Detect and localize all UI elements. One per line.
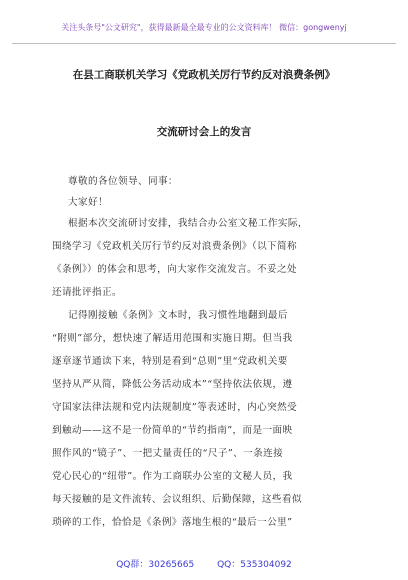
body-line: 到触动——这不是一份简单的“节约指南”，而是一面映 [52,425,293,436]
body-line: 守国家法律法规和党内法规制度”等表述时，内心突然受 [52,402,298,413]
body-line: 党心民心的“纽带”。作为工商联办公室的文秘人员，我 [52,471,293,482]
body-line: “附则”部分，想快速了解适用范围和实施日期。但当我 [52,333,293,344]
body-line: 围绕学习《党政机关厉行节约反对浪费条例》（以下简称 [52,241,298,252]
body-line: 《条例》）的体会和思考，向大家作交流发言。不妥之处 [52,264,298,275]
body-line: 琐碎的工作，恰恰是《条例》落地生根的“最后一公里” [52,517,293,528]
body-line: 记得刚接触《条例》文本时，我习惯性地翻到最后 [68,310,288,321]
body-line: 逐章逐节通读下来，特别是看到“总则”里“党政机关要 [52,356,288,367]
document-title: 在县工商联机关学习《党政机关厉行节约反对浪费条例》 [72,69,336,81]
footer-contact [0,557,408,570]
salutation-line: 尊敬的各位领导、同事： [68,176,178,187]
header-divider [12,43,396,44]
body-line: 坚持从严从简，降低公务活动成本”“坚持依法依规，遵 [52,379,293,390]
body-line: 根据本次交流研讨安排，我结合办公室文秘工作实际， [68,218,308,229]
header-banner: 关注头条号"公文研究"，获得最新最全最专业的公文资料库！ 微信：gongwenyj [61,23,347,32]
body-line: 照作风的“镜子”、一把丈量责任的“尺子”、一条连接 [52,448,284,459]
body-line: 还请批评指正。 [52,287,122,298]
greeting-line: 大家好！ [68,197,108,208]
document-subtitle: 交流研讨会上的发言 [156,126,252,138]
footer-qq-number: QQ：535304092 [217,560,292,570]
footer-qq-group: QQ群：30265665 [116,560,195,570]
body-line: 每天接触的是文件流转、会议组织、后勤保障，这些看似 [52,494,302,505]
